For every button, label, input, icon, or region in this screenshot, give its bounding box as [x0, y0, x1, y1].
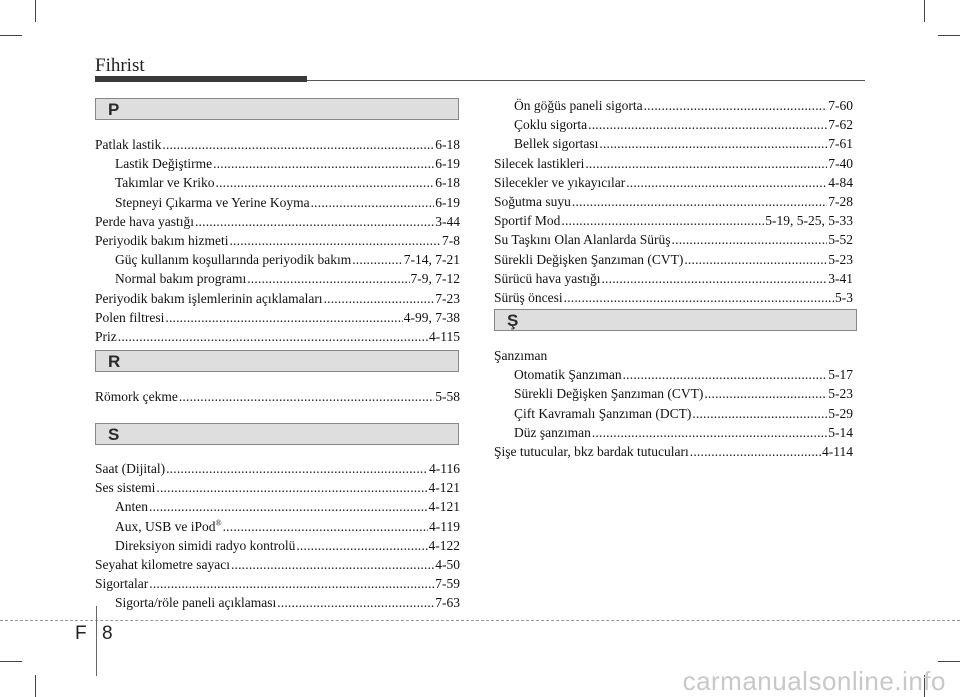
index-list-sh [494, 346, 853, 461]
section-header-p [95, 98, 459, 120]
crop-mark [924, 0, 925, 22]
index-entry: Su Taşkını Olan Alanlarda Sürüş ..... 5-52 [494, 230, 853, 249]
index-entry: Periyodik bakım hizmeti ..... 7-8 [95, 231, 460, 250]
index-entry: Sürüş öncesi ..... 5-3 [494, 288, 853, 307]
index-subentry: Normal bakım programı ..... 7-9, 7-12 [95, 269, 460, 288]
index-list-s-right [494, 96, 853, 307]
crop-mark [35, 675, 36, 697]
index-subentry: Güç kullanım koşullarında periyodik bakım ..... 7-14, 7-21 [95, 250, 460, 269]
crop-mark [35, 0, 36, 22]
index-entry: Şişe tutucular, bkz bardak tutucuları ..... 4-114 [494, 442, 853, 461]
index-list-p [95, 135, 460, 346]
index-entry: Sportif Mod ..... 5-19, 5-25, 5-33 [494, 211, 853, 230]
index-entry: Sigortalar ..... 7-59 [95, 574, 460, 593]
index-subentry: Çift Kavramalı Şanzıman (DCT) ..... 5-29 [494, 404, 853, 423]
index-entry: Saat (Dijital) ..... 4-116 [95, 459, 460, 478]
crop-mark [0, 661, 22, 662]
section-letter: R [108, 352, 121, 371]
index-subentry: Düz şanzıman ..... 5-14 [494, 423, 853, 442]
section-letter: P [108, 100, 120, 119]
section-header-s [95, 423, 459, 445]
index-entry-heading: Şanzıman [494, 348, 548, 363]
crop-mark [938, 35, 960, 36]
crop-mark [938, 661, 960, 662]
index-entry: Perde hava yastığı ..... 3-44 [95, 212, 460, 231]
footer-divider [96, 606, 97, 676]
section-letter: S [108, 425, 120, 444]
header-rule [307, 80, 865, 81]
page-title: Fihrist [95, 55, 145, 76]
index-list-s-left [95, 459, 460, 613]
index-entry: Seyahat kilometre sayacı ..... 4-50 [95, 555, 460, 574]
index-entry: Sürekli Değişken Şanzıman (CVT) ..... 5-23 [494, 250, 853, 269]
index-entry: Soğutma suyu ..... 7-28 [494, 192, 853, 211]
index-subentry: Otomatik Şanzıman ..... 5-17 [494, 365, 853, 384]
footer-page-number: 8 [102, 623, 113, 644]
crop-mark [0, 35, 22, 36]
footer-rule [0, 620, 960, 621]
index-subentry: Çoklu sigorta ..... 7-62 [494, 115, 853, 134]
header-bar [95, 76, 307, 82]
index-subentry: Stepneyi Çıkarma ve Yerine Koyma ..... 6-19 [95, 193, 460, 212]
index-entry: Silecek lastikleri ..... 7-40 [494, 154, 853, 173]
footer-section-letter: F [75, 623, 87, 644]
index-subentry: Takımlar ve Kriko ..... 6-18 [95, 173, 460, 192]
index-entry: Polen filtresi ..... 4-99, 7-38 [95, 308, 460, 327]
index-subentry: Anten ..... 4-121 [95, 497, 460, 516]
index-subentry: Sigorta/röle paneli açıklaması ..... 7-63 [95, 593, 460, 612]
watermark: carmanualsonline.info [682, 666, 946, 696]
index-entry: Patlak lastik ..... 6-18 [95, 135, 460, 154]
index-entry: Periyodik bakım işlemlerinin açıklamaları ..... 7-23 [95, 289, 460, 308]
index-subentry: Direksiyon simidi radyo kontrolü ..... 4-122 [95, 536, 460, 555]
index-subentry: Bellek sigortası ..... 7-61 [494, 134, 853, 153]
index-subentry: Aux, USB ve iPod® ..... 4-119 [95, 517, 460, 536]
index-entry: Ses sistemi ..... 4-121 [95, 478, 460, 497]
index-entry: Silecekler ve yıkayıcılar ..... 4-84 [494, 173, 853, 192]
section-header-sh [494, 309, 857, 331]
index-entry: Sürücü hava yastığı ..... 3-41 [494, 269, 853, 288]
index-subentry: Lastik Değiştirme ..... 6-19 [95, 154, 460, 173]
index-subentry: Ön göğüs paneli sigorta ..... 7-60 [494, 96, 853, 115]
index-entry: Römork çekme ..... 5-58 [95, 387, 460, 406]
index-entry: Priz ..... 4-115 [95, 327, 460, 346]
section-letter: Ş [507, 311, 519, 330]
index-subentry: Sürekli Değişken Şanzıman (CVT) ..... 5-23 [494, 384, 853, 403]
section-header-r [95, 350, 459, 372]
index-list-r [95, 387, 460, 406]
